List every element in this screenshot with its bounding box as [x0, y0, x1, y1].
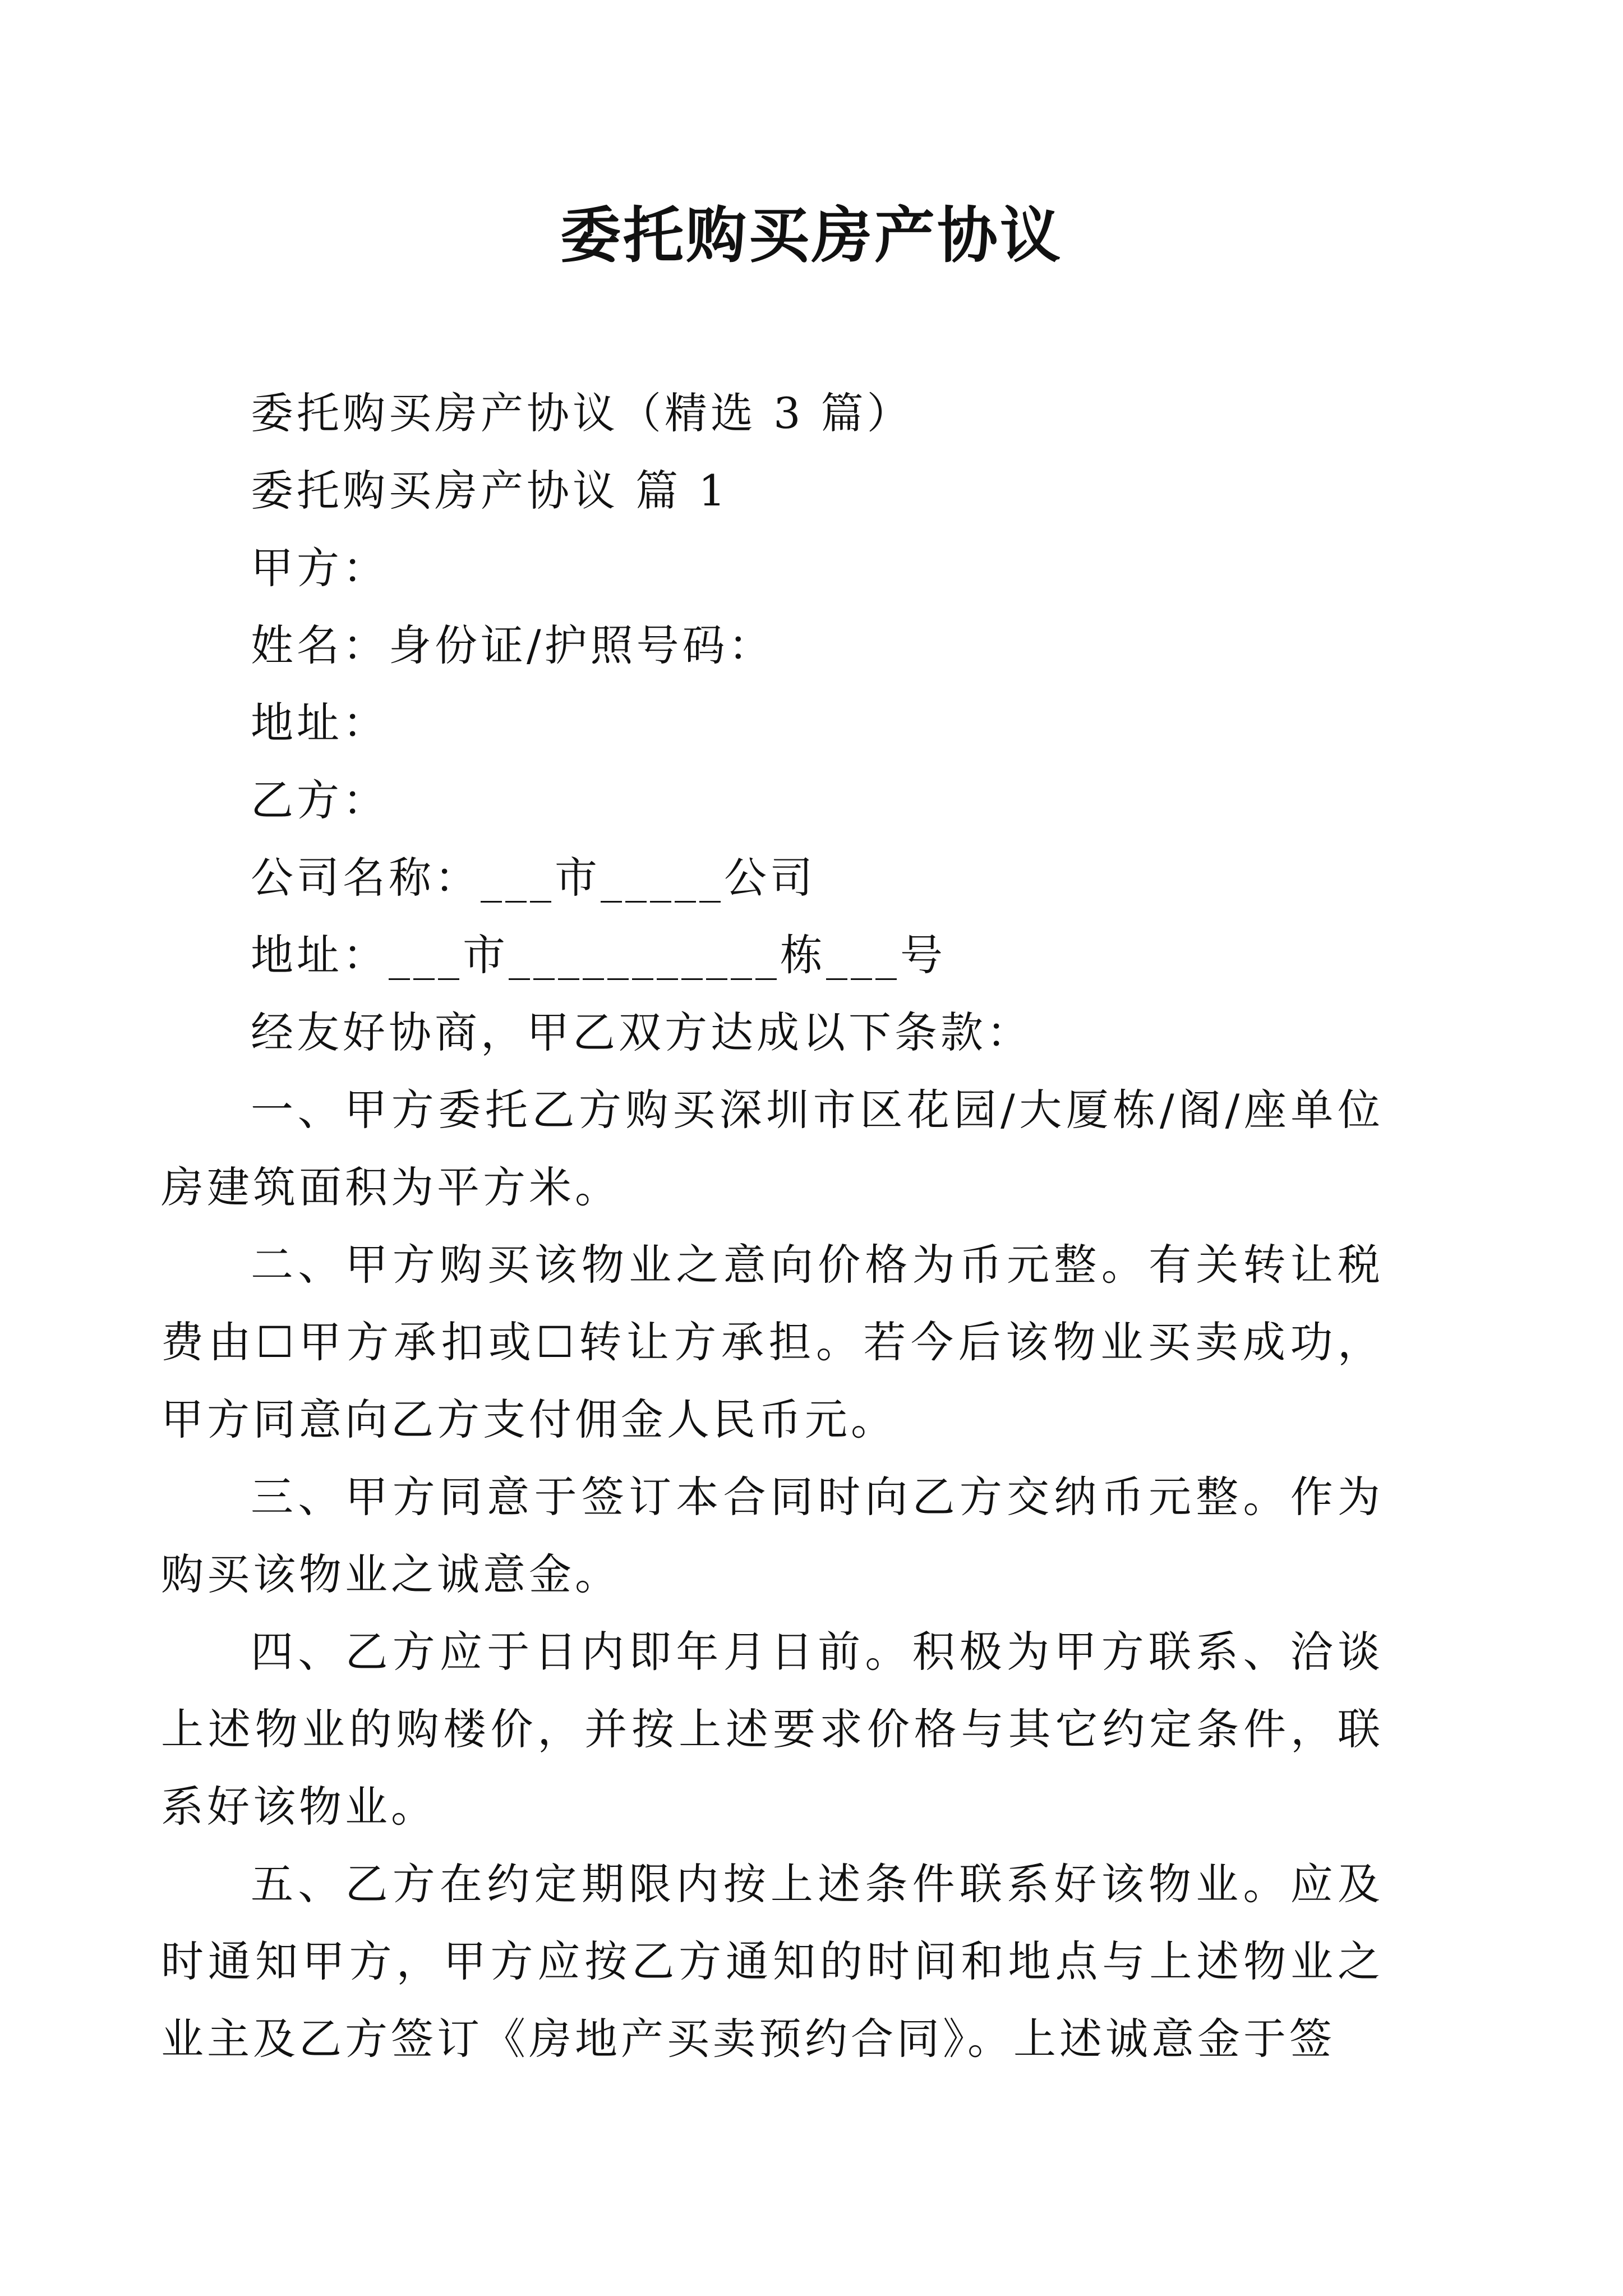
party-a-address: 地址：: [251, 698, 389, 748]
subtitle-line: 委托购买房产协议（精选 3 篇）: [251, 388, 913, 438]
party-b-label: 乙方：: [251, 775, 389, 825]
party-a-name-id: 姓名：身份证/护照号码：: [251, 620, 774, 670]
agreement-intro: 经友好协商，甲乙双方达成以下条款：: [251, 1007, 1032, 1057]
document-body: [251, 375, 1384, 1071]
section-heading: 委托购买房产协议 篇 1: [251, 466, 729, 516]
clause-4: 四、乙方应于日内即年月日前。积极为甲方联系、洽谈上述物业的购楼价，并按上述要求价格与其它约定条件，联系好该物业。: [161, 1627, 1384, 1832]
clause-3: 三、甲方同意于签订本合同时向乙方交纳币元整。作为购买该物业之诚意金。: [161, 1472, 1384, 1599]
document-title: 委托购买房产协议: [560, 200, 1063, 271]
clause-1: 一、甲方委托乙方购买深圳市区花园/大厦栋/阁/座单位房建筑面积为平方米。: [161, 1085, 1384, 1212]
clause-2: 二、甲方购买该物业之意向价格为币元整。有关转让税费由☐甲方承扣或☐转让方承担。若今后该物业买卖成功，甲方同意向乙方支付佣金人民币元。: [161, 1240, 1384, 1444]
clauses: [161, 1071, 1384, 2078]
party-b-address: 地址：___市___________栋___号: [251, 930, 946, 980]
party-a-label: 甲方：: [251, 543, 389, 593]
clause-5: 五、乙方在约定期限内按上述条件联系好该物业。应及时通知甲方，甲方应按乙方通知的时间和地点与上述物业之业主及乙方签订《房地产买卖预约合同》。上述诚意金于签: [161, 1859, 1384, 2064]
party-b-company: 公司名称：___市_____公司: [251, 853, 816, 903]
